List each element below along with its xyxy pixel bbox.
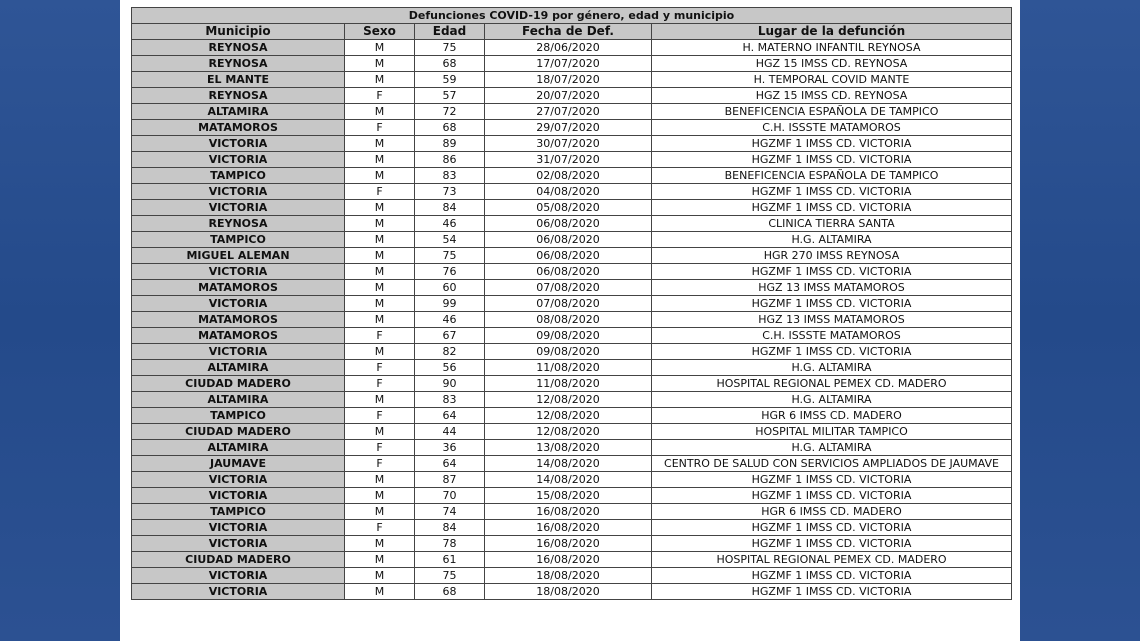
cell-edad: 64 <box>415 456 485 472</box>
cell-edad: 44 <box>415 424 485 440</box>
table-row <box>132 216 1012 232</box>
cell-municipio: CIUDAD MADERO <box>132 552 345 568</box>
cell-lugar: H. TEMPORAL COVID MANTE <box>652 72 1012 88</box>
cell-edad: 75 <box>415 568 485 584</box>
cell-edad: 75 <box>415 248 485 264</box>
cell-sexo: M <box>345 344 415 360</box>
cell-sexo: M <box>345 568 415 584</box>
cell-municipio: ALTAMIRA <box>132 440 345 456</box>
cell-municipio: VICTORIA <box>132 344 345 360</box>
cell-fecha: 08/08/2020 <box>485 312 652 328</box>
cell-sexo: F <box>345 328 415 344</box>
table-row <box>132 152 1012 168</box>
cell-fecha: 30/07/2020 <box>485 136 652 152</box>
header-municipio: Municipio <box>132 24 345 40</box>
cell-lugar: H.G. ALTAMIRA <box>652 360 1012 376</box>
cell-fecha: 16/08/2020 <box>485 536 652 552</box>
cell-sexo: M <box>345 552 415 568</box>
cell-lugar: HGZMF 1 IMSS CD. VICTORIA <box>652 264 1012 280</box>
cell-lugar: H. MATERNO INFANTIL REYNOSA <box>652 40 1012 56</box>
cell-fecha: 16/08/2020 <box>485 520 652 536</box>
cell-fecha: 11/08/2020 <box>485 360 652 376</box>
cell-municipio: VICTORIA <box>132 136 345 152</box>
table-row <box>132 136 1012 152</box>
cell-edad: 72 <box>415 104 485 120</box>
cell-fecha: 14/08/2020 <box>485 472 652 488</box>
cell-sexo: F <box>345 408 415 424</box>
table-row <box>132 248 1012 264</box>
cell-edad: 76 <box>415 264 485 280</box>
table-row <box>132 424 1012 440</box>
cell-municipio: REYNOSA <box>132 216 345 232</box>
header-fecha: Fecha de Def. <box>485 24 652 40</box>
cell-sexo: F <box>345 376 415 392</box>
cell-municipio: VICTORIA <box>132 184 345 200</box>
cell-fecha: 13/08/2020 <box>485 440 652 456</box>
cell-edad: 84 <box>415 520 485 536</box>
cell-edad: 86 <box>415 152 485 168</box>
cell-edad: 64 <box>415 408 485 424</box>
cell-lugar: HGZMF 1 IMSS CD. VICTORIA <box>652 184 1012 200</box>
cell-edad: 59 <box>415 72 485 88</box>
cell-fecha: 09/08/2020 <box>485 328 652 344</box>
cell-fecha: 14/08/2020 <box>485 456 652 472</box>
cell-municipio: VICTORIA <box>132 568 345 584</box>
cell-edad: 67 <box>415 328 485 344</box>
cell-edad: 36 <box>415 440 485 456</box>
cell-municipio: TAMPICO <box>132 168 345 184</box>
cell-municipio: VICTORIA <box>132 520 345 536</box>
table-row <box>132 296 1012 312</box>
cell-lugar: HGZMF 1 IMSS CD. VICTORIA <box>652 472 1012 488</box>
table-row <box>132 520 1012 536</box>
cell-lugar: HGZMF 1 IMSS CD. VICTORIA <box>652 200 1012 216</box>
cell-sexo: M <box>345 168 415 184</box>
cell-sexo: M <box>345 280 415 296</box>
cell-sexo: M <box>345 504 415 520</box>
cell-edad: 46 <box>415 216 485 232</box>
table-row <box>132 72 1012 88</box>
cell-sexo: M <box>345 40 415 56</box>
cell-edad: 57 <box>415 88 485 104</box>
cell-fecha: 15/08/2020 <box>485 488 652 504</box>
cell-edad: 56 <box>415 360 485 376</box>
cell-edad: 73 <box>415 184 485 200</box>
cell-sexo: M <box>345 72 415 88</box>
table-row <box>132 168 1012 184</box>
cell-sexo: M <box>345 392 415 408</box>
header-sexo: Sexo <box>345 24 415 40</box>
cell-fecha: 06/08/2020 <box>485 216 652 232</box>
header-row <box>132 24 1012 40</box>
table-row <box>132 376 1012 392</box>
cell-lugar: HGZ 15 IMSS CD. REYNOSA <box>652 88 1012 104</box>
cell-municipio: VICTORIA <box>132 296 345 312</box>
cell-sexo: F <box>345 88 415 104</box>
table-row <box>132 504 1012 520</box>
cell-municipio: MATAMOROS <box>132 120 345 136</box>
cell-fecha: 29/07/2020 <box>485 120 652 136</box>
cell-municipio: ALTAMIRA <box>132 392 345 408</box>
cell-lugar: C.H. ISSSTE MATAMOROS <box>652 328 1012 344</box>
cell-municipio: ALTAMIRA <box>132 104 345 120</box>
cell-edad: 90 <box>415 376 485 392</box>
cell-municipio: EL MANTE <box>132 72 345 88</box>
cell-sexo: M <box>345 216 415 232</box>
cell-lugar: HGR 6 IMSS CD. MADERO <box>652 504 1012 520</box>
cell-municipio: JAUMAVE <box>132 456 345 472</box>
cell-lugar: HOSPITAL MILITAR TAMPICO <box>652 424 1012 440</box>
cell-lugar: HGR 6 IMSS CD. MADERO <box>652 408 1012 424</box>
cell-fecha: 20/07/2020 <box>485 88 652 104</box>
cell-fecha: 17/07/2020 <box>485 56 652 72</box>
cell-edad: 54 <box>415 232 485 248</box>
cell-sexo: M <box>345 56 415 72</box>
cell-sexo: M <box>345 424 415 440</box>
cell-lugar: HGZMF 1 IMSS CD. VICTORIA <box>652 152 1012 168</box>
table-row <box>132 360 1012 376</box>
cell-edad: 83 <box>415 392 485 408</box>
table-row <box>132 344 1012 360</box>
cell-municipio: CIUDAD MADERO <box>132 424 345 440</box>
cell-lugar: BENEFICENCIA ESPAÑOLA DE TAMPICO <box>652 104 1012 120</box>
table-row <box>132 440 1012 456</box>
cell-fecha: 18/08/2020 <box>485 584 652 600</box>
cell-fecha: 31/07/2020 <box>485 152 652 168</box>
cell-municipio: TAMPICO <box>132 504 345 520</box>
table-row <box>132 264 1012 280</box>
background-left <box>0 0 120 641</box>
table-row <box>132 472 1012 488</box>
cell-fecha: 04/08/2020 <box>485 184 652 200</box>
cell-municipio: VICTORIA <box>132 472 345 488</box>
cell-fecha: 12/08/2020 <box>485 424 652 440</box>
table-row <box>132 552 1012 568</box>
cell-fecha: 09/08/2020 <box>485 344 652 360</box>
table-row <box>132 120 1012 136</box>
cell-sexo: M <box>345 232 415 248</box>
cell-fecha: 27/07/2020 <box>485 104 652 120</box>
cell-lugar: HGZ 13 IMSS MATAMOROS <box>652 312 1012 328</box>
table-row <box>132 392 1012 408</box>
table-row <box>132 88 1012 104</box>
cell-edad: 60 <box>415 280 485 296</box>
cell-lugar: H.G. ALTAMIRA <box>652 232 1012 248</box>
cell-edad: 70 <box>415 488 485 504</box>
table-row <box>132 56 1012 72</box>
table-row <box>132 40 1012 56</box>
cell-lugar: HGZMF 1 IMSS CD. VICTORIA <box>652 584 1012 600</box>
cell-edad: 68 <box>415 584 485 600</box>
cell-lugar: CENTRO DE SALUD CON SERVICIOS AMPLIADOS DE JAUMAVE <box>652 456 1012 472</box>
cell-fecha: 06/08/2020 <box>485 248 652 264</box>
cell-fecha: 07/08/2020 <box>485 296 652 312</box>
cell-lugar: CLINICA TIERRA SANTA <box>652 216 1012 232</box>
cell-fecha: 16/08/2020 <box>485 504 652 520</box>
cell-municipio: ALTAMIRA <box>132 360 345 376</box>
cell-sexo: F <box>345 456 415 472</box>
cell-sexo: M <box>345 312 415 328</box>
cell-lugar: HOSPITAL REGIONAL PEMEX CD. MADERO <box>652 376 1012 392</box>
table-row <box>132 328 1012 344</box>
table-row <box>132 200 1012 216</box>
cell-municipio: CIUDAD MADERO <box>132 376 345 392</box>
cell-fecha: 11/08/2020 <box>485 376 652 392</box>
cell-edad: 83 <box>415 168 485 184</box>
cell-municipio: MIGUEL ALEMAN <box>132 248 345 264</box>
cell-fecha: 06/08/2020 <box>485 264 652 280</box>
cell-lugar: HGZ 15 IMSS CD. REYNOSA <box>652 56 1012 72</box>
cell-municipio: MATAMOROS <box>132 312 345 328</box>
cell-edad: 68 <box>415 56 485 72</box>
cell-sexo: M <box>345 472 415 488</box>
cell-edad: 46 <box>415 312 485 328</box>
cell-sexo: F <box>345 184 415 200</box>
cell-fecha: 12/08/2020 <box>485 392 652 408</box>
cell-sexo: M <box>345 248 415 264</box>
table-row <box>132 408 1012 424</box>
cell-sexo: F <box>345 520 415 536</box>
cell-lugar: HGZMF 1 IMSS CD. VICTORIA <box>652 568 1012 584</box>
cell-sexo: M <box>345 104 415 120</box>
cell-municipio: VICTORIA <box>132 264 345 280</box>
background-right <box>1020 0 1140 641</box>
cell-fecha: 05/08/2020 <box>485 200 652 216</box>
cell-sexo: M <box>345 296 415 312</box>
cell-lugar: HGZMF 1 IMSS CD. VICTORIA <box>652 520 1012 536</box>
cell-edad: 61 <box>415 552 485 568</box>
table-row <box>132 280 1012 296</box>
cell-edad: 68 <box>415 120 485 136</box>
cell-edad: 99 <box>415 296 485 312</box>
cell-lugar: HGZMF 1 IMSS CD. VICTORIA <box>652 136 1012 152</box>
cell-lugar: HOSPITAL REGIONAL PEMEX CD. MADERO <box>652 552 1012 568</box>
covid-deaths-table <box>131 7 1012 600</box>
cell-fecha: 12/08/2020 <box>485 408 652 424</box>
table-row <box>132 584 1012 600</box>
cell-fecha: 28/06/2020 <box>485 40 652 56</box>
cell-sexo: M <box>345 200 415 216</box>
cell-sexo: M <box>345 536 415 552</box>
cell-lugar: HGZMF 1 IMSS CD. VICTORIA <box>652 296 1012 312</box>
cell-edad: 82 <box>415 344 485 360</box>
cell-sexo: M <box>345 264 415 280</box>
cell-edad: 89 <box>415 136 485 152</box>
cell-lugar: C.H. ISSSTE MATAMOROS <box>652 120 1012 136</box>
cell-lugar: HGZMF 1 IMSS CD. VICTORIA <box>652 344 1012 360</box>
cell-municipio: VICTORIA <box>132 488 345 504</box>
cell-lugar: HGZ 13 IMSS MATAMOROS <box>652 280 1012 296</box>
cell-sexo: M <box>345 136 415 152</box>
table-row <box>132 456 1012 472</box>
cell-municipio: MATAMOROS <box>132 280 345 296</box>
cell-municipio: REYNOSA <box>132 56 345 72</box>
cell-sexo: M <box>345 152 415 168</box>
cell-municipio: TAMPICO <box>132 232 345 248</box>
cell-edad: 87 <box>415 472 485 488</box>
cell-fecha: 18/07/2020 <box>485 72 652 88</box>
table-row <box>132 232 1012 248</box>
cell-sexo: F <box>345 120 415 136</box>
cell-fecha: 06/08/2020 <box>485 232 652 248</box>
cell-lugar: HGZMF 1 IMSS CD. VICTORIA <box>652 488 1012 504</box>
table-row <box>132 568 1012 584</box>
cell-lugar: BENEFICENCIA ESPAÑOLA DE TAMPICO <box>652 168 1012 184</box>
header-edad: Edad <box>415 24 485 40</box>
cell-edad: 75 <box>415 40 485 56</box>
cell-sexo: M <box>345 584 415 600</box>
cell-municipio: TAMPICO <box>132 408 345 424</box>
cell-lugar: HGR 270 IMSS REYNOSA <box>652 248 1012 264</box>
table-row <box>132 184 1012 200</box>
cell-sexo: F <box>345 440 415 456</box>
header-lugar: Lugar de la defunción <box>652 24 1012 40</box>
cell-municipio: REYNOSA <box>132 88 345 104</box>
table-title: Defunciones COVID-19 por género, edad y municipio <box>132 8 1012 24</box>
cell-municipio: MATAMOROS <box>132 328 345 344</box>
cell-municipio: VICTORIA <box>132 200 345 216</box>
cell-lugar: H.G. ALTAMIRA <box>652 440 1012 456</box>
cell-fecha: 18/08/2020 <box>485 568 652 584</box>
cell-edad: 84 <box>415 200 485 216</box>
table-row <box>132 536 1012 552</box>
cell-lugar: H.G. ALTAMIRA <box>652 392 1012 408</box>
table-body <box>132 40 1012 600</box>
cell-municipio: VICTORIA <box>132 536 345 552</box>
cell-edad: 78 <box>415 536 485 552</box>
cell-municipio: VICTORIA <box>132 152 345 168</box>
cell-sexo: M <box>345 488 415 504</box>
cell-edad: 74 <box>415 504 485 520</box>
cell-fecha: 07/08/2020 <box>485 280 652 296</box>
table-row <box>132 104 1012 120</box>
cell-lugar: HGZMF 1 IMSS CD. VICTORIA <box>652 536 1012 552</box>
cell-municipio: REYNOSA <box>132 40 345 56</box>
cell-municipio: VICTORIA <box>132 584 345 600</box>
table-row <box>132 312 1012 328</box>
cell-sexo: F <box>345 360 415 376</box>
cell-fecha: 02/08/2020 <box>485 168 652 184</box>
table-row <box>132 488 1012 504</box>
cell-fecha: 16/08/2020 <box>485 552 652 568</box>
